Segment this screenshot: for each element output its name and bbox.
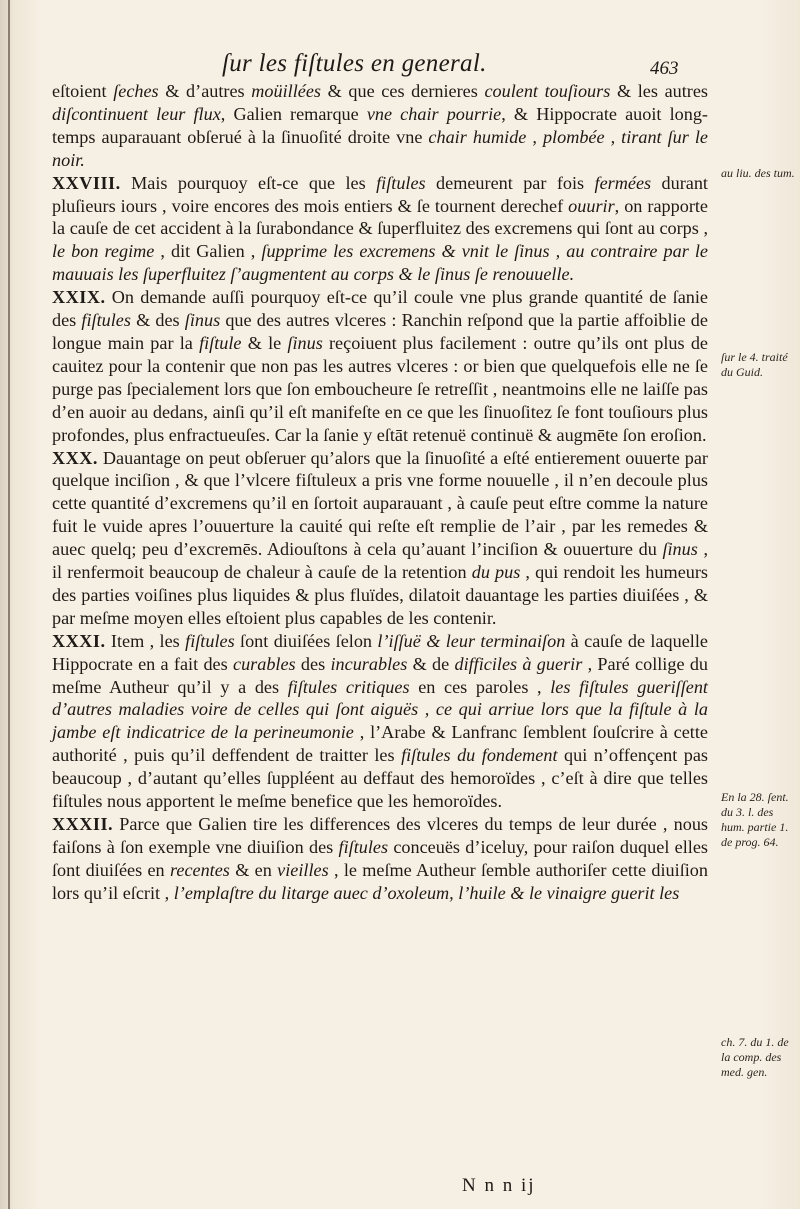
italic-text: fiſtules: [338, 836, 389, 857]
italic-text: ouurir: [568, 195, 615, 216]
paragraph-p-29: [52, 286, 708, 446]
text: , dit Galien ,: [154, 241, 262, 262]
margin-note-2: ſur le 4. traité du Guid.: [721, 350, 788, 379]
page-number: 463: [650, 58, 679, 79]
text: Dauantage on peut obſeruer qu’alors que la ſinuoſité a eſté entierement ouuerte par quelque inciſion , & que l’vlcere fiſtuleux a pris vne forme nouuelle , il n’en decoule plus cette quantité d’excremens qu’il en ſortoit auparauant , à cauſe peut eſtre comme la nature fuit le vuide apres l’ouuerture la cauité qui reſte eſt remplie de l’air , par les remedes & auec quelq; peu d’excremēs. Adiouſtons à cela qu’auant l’inciſion & ouuerture du: [52, 447, 708, 560]
section-number: XXXI.: [52, 630, 106, 651]
italic-text: du pus: [471, 562, 521, 583]
text: Item , les: [105, 630, 186, 651]
text: que des autres vlceres : Ranchin reſpond que la partie affoiblie de longue main par la: [52, 310, 708, 353]
italic-text: moüillées: [251, 81, 321, 101]
paragraph-p-intro: [52, 80, 708, 172]
italic-text: l’emplaſtre du litarge auec d’oxoleum, l’huile & le vinaigre guerit les: [173, 882, 680, 903]
text: des: [295, 653, 331, 674]
italic-text: fermées: [594, 172, 652, 193]
italic-text: chair humide , plombée , tirant ſur le noir.: [52, 126, 708, 170]
italic-text: ſupprime les excremens & vnit le ſinus , au contraire par le mauuais les ſuperfluitez ſ’augmentent au corps & le ſinus ſe renouuelle.: [52, 241, 708, 285]
text: eſtoient: [52, 81, 114, 101]
margin-note-3: En la 28. ſent. du 3. l. des hum. partie 1. de prog. 64.: [721, 790, 789, 849]
italic-text: diſcontinuent leur flux: [52, 103, 221, 124]
section-number: XXIX.: [52, 287, 106, 308]
italic-text: difficiles à guerir: [454, 653, 583, 674]
italic-text: coulent touſiours: [484, 81, 611, 101]
italic-text: recentes: [169, 859, 230, 880]
margin-note-4: ch. 7. du 1. de la comp. des med. gen.: [721, 1035, 789, 1079]
text: , Galien remarque: [220, 103, 367, 124]
italic-text: ſinus: [662, 539, 698, 560]
margin-note-1: au liu. des tum.: [721, 166, 795, 180]
italic-text: ſeches: [113, 81, 159, 101]
italic-text: fiſtules: [81, 310, 131, 331]
italic-text: les fiſtules gueriſſent d’autres maladies voire de celles qui ſont aiguës , ce qui arriue lors que la fiſtule à la jambe eſt indicatrice de la perineumonie: [52, 676, 708, 743]
italic-text: vne chair pourrie: [366, 103, 502, 124]
italic-text: fiſtules: [376, 172, 426, 193]
paragraph-p-30: [52, 447, 708, 630]
text: & en: [229, 859, 278, 880]
text: à cauſe de laquelle Hippocrate en a fait des: [52, 630, 708, 674]
italic-text: vieilles: [277, 859, 329, 880]
text: , il renfermoit beaucoup de chaleur à cauſe de la retention: [52, 539, 709, 583]
text: ſont diuiſées ſelon: [234, 630, 378, 651]
text: qui n’offençent pas beaucoup , d’autant qu’elles ſuppléent au deffaut des hemoroïdes , c’eſt à dire que telles fiſtules nous apportent le meſme benefice que les hemoroïdes.: [52, 745, 708, 812]
section-number: XXXII.: [52, 814, 114, 834]
italic-text: fiſtules critiques: [287, 676, 410, 697]
italic-text: l’iſſuë & leur terminaiſon: [377, 630, 566, 651]
text: & les autres: [610, 81, 708, 101]
page-gutter: [8, 0, 10, 1209]
italic-text: fiſtule: [199, 332, 242, 353]
text: & d’autres: [158, 81, 252, 101]
text: , Paré collige du meſme Autheur qu’il y a des: [52, 653, 709, 697]
italic-text: ſinus: [287, 332, 323, 353]
italic-text: le bon regime: [52, 241, 155, 262]
italic-text: curables: [233, 653, 296, 674]
text: , qui rendoit les humeurs des parties voiſines plus liquides & plus fluïdes, dilatoit dauantage les parties diuiſées , & par meſme moyen elles eſtoient plus capables de les contenir.: [52, 562, 708, 628]
italic-text: fiſtules: [185, 630, 235, 651]
text: & le: [241, 332, 288, 353]
section-number: XXVIII.: [52, 172, 121, 193]
text: , & Hippocrate auoit long-temps auparauant obſerué à la ſinuoſité droite vne: [52, 103, 708, 147]
paragraph-p-28: [52, 172, 708, 287]
text: en ces paroles ,: [409, 676, 551, 697]
body-text: [52, 80, 708, 905]
signature-mark: N n n ij: [462, 1175, 536, 1196]
paragraph-p-32: [52, 813, 708, 905]
text: reçoiuent plus facilement : outre qu’ils ont plus de cauitez pour la contenir que non pas les autres vlceres : or bien que quelquefois elle ne ſe purge pas ſpecialement lors que ſon emboucheure ſe retreſſit , neantmoins elle ne laiſſe pas d’en auoir au dedans, ainſi qu’il eſt manifeſte en ce que les ſinuoſitez ſe font touſiours plus profondes, plus enfractueuſes. Car la ſanie y eſtāt retenuë continuë & augmēte ſon eroſion.: [52, 332, 708, 445]
text: & des: [130, 310, 185, 331]
text: & de: [407, 653, 455, 674]
italic-text: fiſtules du fondement: [401, 745, 558, 766]
text: durant pluſieurs iours , voire encores des mois entiers & ſe tournent derechef: [52, 172, 708, 216]
text: , on rapporte la cauſe de cet accident à la ſurabondance & ſuperfluitez des excremens qui ſont au corps ,: [52, 195, 709, 239]
text: , l’Arabe & Lanfranc ſemblent ſouſcrire à cette authorité , puis qu’il deffendent de traitter les: [52, 722, 708, 766]
text: Mais pourquoy eſt-ce que les: [120, 172, 377, 193]
text: conceuës d’iceluy, pour raiſon duquel elles ſont diuiſées en: [52, 836, 708, 880]
italic-text: ſinus: [184, 310, 221, 331]
text: On demande auſſi pourquoy eſt-ce qu’il coule vne plus grande quantité de ſanie des: [52, 287, 708, 331]
text: & que ces dernieres: [321, 81, 485, 101]
section-number: XXX.: [52, 447, 98, 468]
text: Parce que Galien tire les differences des vlceres du temps de leur durée , nous faiſons à ſon exemple vne diuiſion des: [52, 814, 708, 857]
text: , le meſme Autheur ſemble authoriſer cette diuiſion lors qu’il eſcrit ,: [52, 859, 708, 903]
italic-text: incurables: [330, 653, 408, 674]
running-head: ſur les fiſtules en general.: [222, 50, 487, 77]
paragraph-p-31: [52, 630, 708, 813]
text: demeurent par fois: [425, 172, 595, 193]
